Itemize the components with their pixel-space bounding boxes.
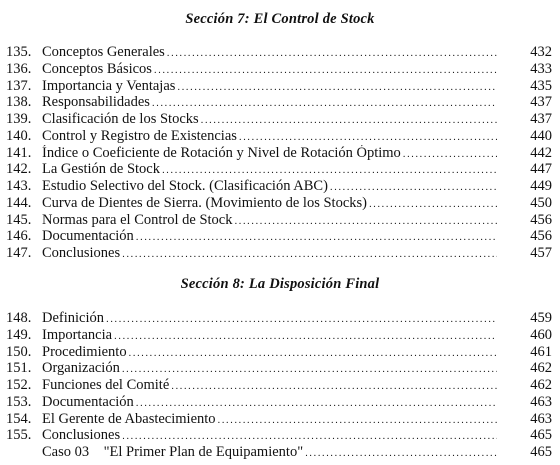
- entry-number: 155.: [6, 427, 32, 444]
- entry-label: Normas para el Control de Stock: [42, 211, 233, 228]
- entry-number: 146.: [6, 228, 32, 245]
- entry-label: Organización: [42, 360, 120, 377]
- toc-entry-148[interactable]: [0, 310, 560, 327]
- toc-entry-139[interactable]: [0, 111, 560, 128]
- toc-entry-145[interactable]: [0, 212, 560, 229]
- entry-page-number: 437: [530, 111, 552, 127]
- entry-page-number: 457: [530, 245, 552, 261]
- entry-label: Clasificación de los Stocks: [42, 111, 199, 127]
- entry-page-number: 459: [530, 310, 552, 326]
- toc-entry-150[interactable]: [0, 344, 560, 361]
- entry-label: Responsabilidades: [42, 94, 150, 111]
- entry-number: 153.: [6, 393, 32, 410]
- entry-number: 143.: [6, 178, 32, 194]
- entry-label: Documentación: [42, 393, 134, 410]
- entry-number: 135.: [6, 44, 32, 60]
- entry-number: 151.: [6, 360, 32, 377]
- entry-page-number: 447: [530, 161, 552, 178]
- toc-entry-141[interactable]: [0, 145, 560, 162]
- entry-number: 137.: [6, 77, 32, 94]
- toc-entry-155[interactable]: [0, 427, 560, 444]
- entry-number: 139.: [6, 111, 32, 127]
- entry-number: 154.: [6, 410, 32, 427]
- entry-label: Caso 03 "El Primer Plan de Equipamiento": [42, 444, 304, 460]
- entry-label: Curva de Dientes de Sierra. (Movimiento de los Stocks): [42, 194, 367, 211]
- toc-entry-138[interactable]: [0, 94, 560, 111]
- entry-page-number: 456: [530, 228, 552, 245]
- section-7-title: Sección 7: El Control de Stock: [185, 11, 375, 27]
- toc-entry-140[interactable]: [0, 128, 560, 145]
- entry-page-number: 465: [530, 444, 552, 460]
- entry-label: Funciones del Comité: [42, 377, 170, 393]
- entry-page-number: 462: [530, 360, 552, 377]
- entry-page-number: 437: [530, 94, 552, 111]
- entry-number: 152.: [6, 377, 32, 393]
- entry-label: Documentación: [42, 228, 134, 245]
- entry-leader: [42, 245, 497, 264]
- entry-page-number: 433: [530, 60, 552, 77]
- entry-page-number: 435: [530, 77, 552, 94]
- entry-number: 147.: [6, 245, 32, 261]
- section-8-title: Sección 8: La Disposición Final: [180, 276, 380, 292]
- toc-entry-147[interactable]: [0, 245, 560, 262]
- section-8-list: [0, 310, 560, 461]
- entry-page-number: 463: [530, 410, 552, 427]
- entry-label: Control y Registro de Existencias: [42, 127, 237, 144]
- entry-page-number: 460: [530, 326, 552, 343]
- toc-entry-154[interactable]: [0, 411, 560, 428]
- toc-entry-151[interactable]: [0, 360, 560, 377]
- entry-page-number: 463: [530, 393, 552, 410]
- toc-entry-149[interactable]: [0, 327, 560, 344]
- entry-label: Conceptos Generales: [42, 44, 165, 60]
- entry-number: 148.: [6, 310, 32, 326]
- entry-label: El Gerente de Abastecimiento: [42, 410, 216, 427]
- entry-number: 142.: [6, 161, 32, 178]
- entry-label: La Gestión de Stock: [42, 161, 160, 178]
- toc-entry-137[interactable]: [0, 78, 560, 95]
- entry-page-number: 432: [530, 44, 552, 60]
- entry-label: Conceptos Básicos: [42, 60, 152, 77]
- entry-label: Procedimiento: [42, 343, 127, 360]
- entry-page-number: 449: [530, 178, 552, 194]
- toc-entry-136[interactable]: [0, 61, 560, 78]
- toc-entry-146[interactable]: [0, 228, 560, 245]
- toc-entry-143[interactable]: [0, 178, 560, 195]
- entry-number: 138.: [6, 94, 32, 111]
- entry-number: 140.: [6, 127, 32, 144]
- entry-page-number: 456: [530, 211, 552, 228]
- entry-number: 150.: [6, 343, 32, 360]
- entry-page-number: 442: [530, 144, 552, 161]
- entry-number: 141.: [6, 144, 32, 161]
- entry-number: 145.: [6, 211, 32, 228]
- entry-label: Estudio Selectivo del Stock. (Clasificación ABC): [42, 178, 328, 194]
- entry-label: Conclusiones: [42, 427, 121, 444]
- entry-page-number: 461: [530, 343, 552, 360]
- entry-label: Importancia y Ventajas: [42, 77, 176, 94]
- entry-label: Índice o Coeficiente de Rotación y Nivel de Rotación Óptimo: [42, 144, 401, 161]
- entry-page-number: 462: [530, 377, 552, 393]
- entry-label: Definición: [42, 310, 105, 326]
- entry-page-number: 465: [530, 427, 552, 444]
- entry-label: Conclusiones: [42, 245, 121, 261]
- toc-entry-caso-03[interactable]: [0, 444, 560, 461]
- toc-entry-144[interactable]: [0, 195, 560, 212]
- toc-entry-135[interactable]: [0, 44, 560, 61]
- entry-number: 136.: [6, 60, 32, 77]
- toc-entry-142[interactable]: [0, 161, 560, 178]
- entry-number: 144.: [6, 194, 32, 211]
- entry-leader: [42, 444, 497, 463]
- entry-label: Importancia: [42, 326, 113, 343]
- section-7-list: [0, 44, 560, 262]
- toc-entry-153[interactable]: [0, 394, 560, 411]
- entry-number: 149.: [6, 326, 32, 343]
- entry-page-number: 450: [530, 194, 552, 211]
- entry-page-number: 440: [530, 127, 552, 144]
- toc-entry-152[interactable]: [0, 377, 560, 394]
